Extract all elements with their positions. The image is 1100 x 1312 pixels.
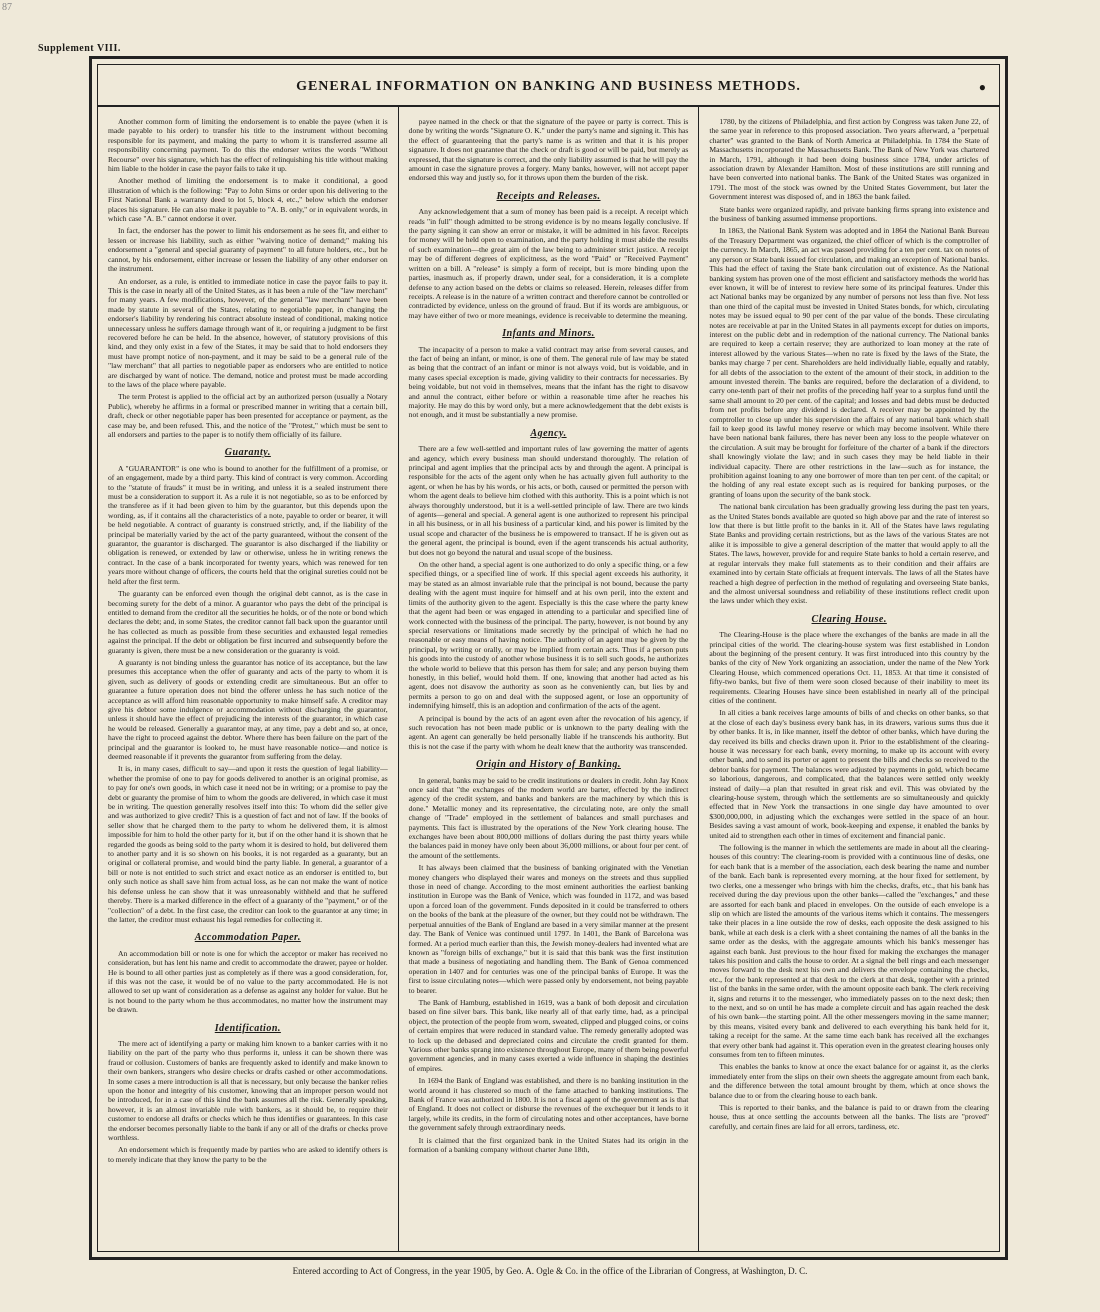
- paragraph: The incapacity of a person to make a valid contract may arise from several causes, and the fact of being an infant, or minor, is one of them. The general rule of law may be stated as being that the contract of an infant or minor is not always void, but is voidable, and in many cases special exception is made, giving validity to their contracts for necessaries. By being voidable, but not void in themselves, means that the infant has the right to disavow and annul the contract, either before or within a reasonable time after he reaches his majority. He may do this by word only, but a mere acknowledgement that the debt exists is not enough, and it must be substantially a new promise.: [408, 344, 689, 420]
- paragraph: In all cities a bank receives large amounts of bills of and checks on other banks, so that at the close of each day's business every bank has, in its drawers, various sums thus due it by other banks. It is, in like manner, itself the debtor of other banks, which have during the day received its bills and checks drawn upon it. Prior to the establishment of the clearing-house it was necessary for each bank, every morning, to make up its account with every other bank, and to send its porter or agent to present the bills and checks so received to the debtor banks for payment. The balances were adjusted by payments in gold, which became so laborious, dangerous, and complicated, that the balances were settled only weekly instead of daily—a plan that resulted in great risk and evil. This was obviated by the clearing-house system, through which the settlements are so simultaneously and quickly effected that in New York the transactions in one single day have amounted to over $300,000,000, in adjusting which the exchanges were settled in the space of an hour. Besides saving a vast amount of work, book-keeping and expense, it enabled the banks by united aid to strengthen each other in times of excitement and financial panic.: [709, 708, 990, 840]
- paragraph: It has always been claimed that the business of banking originated with the Venetian money changers who displayed their wares and moneys on the streets and thus supplied those in need of change. According to the most eminent authorities the earliest banking institution in Europe was the Bank of Venice, which was founded in 1172, and was based upon a forced loan of the government. Funds deposited in it could be transferred to others on the books of the bank at the pleasure of the owner, but they could not be withdrawn. The perpetual annuities of the Bank of England are based in a very similar manner at the present day. The Bank of Venice was continued until 1797. In 1401, the Bank of Barcelona was formed. At a period much earlier than this, the Jewish money-dealers had invented what are known as "foreign bills of exchange," but it is said that this bank was the first institution that made a business of negotiating and handling them. The Bank of Genoa commenced operation in 1407 and for centuries was one of the principal banks of Europe. It was the first to issue circulating notes—which were passed only by endorsement, not being payable to bearer.: [408, 863, 689, 995]
- paragraph: The Clearing-House is the place where the exchanges of the banks are made in all the principal cities of the world. The clearing-house system was first established in London about the beginning of the present century. It was first introduced into this country by the banks of the city of New York organizing an association, under the name of the New York Clearing House, which commenced operations Oct. 11, 1853. At that time it consisted of fifty-two banks, but five of them were soon closed because of their inability to meet its requirements. Clearing Houses have since been established in nearly all of the principal cities of the continent.: [709, 630, 990, 705]
- paragraph: The following is the manner in which the settlements are made in about all the clearing-houses of this country: The clearing-room is provided with a continuous line of desks, one for each bank that is a member of the association, each desk bearing the name and number of the bank. Each bank is represented every morning, at the hour fixed for settlement, by two clerks, one a messenger who brings with him the checks, drafts, etc., that his bank has received during the day previous upon the other banks—called the "exchanges," and these are assorted for each bank and placed in envelopes. On the outside of each envelope is a slip on which are listed the amounts of the various items which it contains. The messengers take their places in a line outside the row of desks, each opposite the desk assigned to his bank, while at each desk is a clerk with a sheet containing the names of all the banks in the same order as the desks, with the aggregate amounts which his bank's messenger has against each bank. Just previous to the hour fixed for making the exchanges the manager takes his position and calls the house to order. At a signal the bell rings and each messenger moves forward to the desk next his own and delivers the envelope containing the checks, etc., for the bank represented at that desk to the clerk at that desk, together with a printed list of the banks in the same order, with the amount opposite each bank. The clerk receiving it, signs and returns it to the messenger, who immediately passes on to the next desk; then to the next, and so on until he has made a complete circuit and has again reached the desk of his own bank—the starting point. All the other messengers moving in the same manner; by this means, visited every bank and delivered to each everything his bank held for it, taking a receipt for the same. At the same time each bank has received all the exchanges that every other bank had against it. This operation even in the greatest clearing houses only consumes from ten to fifteen minutes.: [709, 843, 990, 1059]
- columns: [98, 107, 999, 1251]
- paragraph: payee named in the check or that the signature of the payee or party is correct. This is done by writing the words "Signature O. K." under the party's name and signing it. This has the effect of guaranteeing that the party's name is as written and that it is his proper signature. It does not guarantee that the check or draft is good or will be paid, but merely as expressed, that the signature is correct, and the only liability assumed is that he will pay the amount in case the signature proves a forgery. Many banks, however, will not accept paper endorsed this way and justly so, for it throws upon them the burden of the risk.: [408, 117, 689, 183]
- paragraph: A "GUARANTOR" is one who is bound to another for the fulfillment of a promise, or of an engagement, made by a third party. This kind of contract is very common. According to the "statute of frauds" it must be in writing, and unless it is a sealed instrument there must be a consideration to support it. As a rule it is not negotiable, so as to be enforced by the transferee as if it had been given to him by the guarantor, but this depends upon the wording, as, if it contains all the characteristics of a note, payable to order or bearer, it will be held negotiable. A contract of guaranty is construed strictly, and, if the liability of the principal be materially varied by the act of the party guaranteed, without the consent of the guarantor, the guarantor is discharged. The guarantor is also discharged if the liability or obligation is renewed, or extended by law or otherwise, unless he in writing renews the contract. In the case of a bank incorporated for twenty years, which was renewed for ten years more without change of officers, the courts held that the original sureties could not be held after the first term.: [108, 463, 388, 586]
- paragraph: It is claimed that the first organized bank in the United States had its origin in the formation of a banking company without charter June 18th,: [408, 1135, 689, 1155]
- paragraph: A guaranty is not binding unless the guarantor has notice of its acceptance, but the law presumes this acceptance when the offer of guaranty and acts of the party to whom it is given, such as delivery of goods or extending credit are simultaneous. But an offer to guarantee a future operation does not bind the offerer unless he has such notice of the acceptance as will afford him reasonable opportunity to make himself safe. A creditor may give his debtor some indulgence or accommodation without discharging the guarantor, unless it should have the effect of prejudicing the interests of the guarantor, in which case he would be released. Generally a guarantor may, at any time, pay a debt and so, at once, have the right to proceed against the debtor. Where there has been failure on the part of the principal and the guarantor is looked to, he must have reasonable notice—and notice is deemed reasonable if it prevents the guarantor from suffering from the delay.: [108, 657, 388, 761]
- paragraph: This enables the banks to know at once the exact balance for or against it, as the clerks immediately enter from the slips on their own sheets the aggregate amount from each bank, and the difference between the total amount brought by them, which at once shows the balance due to or from the clearing house to each bank.: [709, 1062, 990, 1100]
- text-column-2: [398, 107, 699, 1251]
- paragraph: An endorsement which is frequently made by parties who are asked to identify others is to merely indicate that they know the party to be the: [108, 1145, 388, 1164]
- text-column-1: [98, 107, 398, 1251]
- paragraph: 1780, by the citizens of Philadelphia, and first action by Congress was taken June 22, of the same year in reference to this proposed association. Two years afterward, a "perpetual charter" was granted to the Bank of North America at Philadelphia. In 1784 the State of Massachusetts incorporated the Massachusetts Bank. The Bank of New York was chartered in March, 1791, although it had been doing business since 1784, under articles of association drawn by Alexander Hamilton. Most of these institutions are still running and have been converted into national banks. The Bank of the United States was organized in 1791. The most of the stock was owned by the United States Government, but later the Government interest was disposed of, and in 1863 the bank failed.: [709, 117, 990, 202]
- section-heading: Accommodation Paper.: [194, 932, 301, 944]
- section-heading: Receipts and Releases.: [496, 190, 601, 202]
- section-heading: Guaranty.: [224, 447, 271, 459]
- paragraph: In fact, the endorser has the power to limit his endorsement as he sees fit, and either to lessen or increase his liability, such as either "waiving notice of demand;" making his endorsement a "general and special guaranty of payment" to all future holders, etc., but he cannot, by his endorsement, either increase or lessen the liability of any other endorser on the instrument.: [108, 226, 388, 274]
- paragraph: Another method of limiting the endorsement is to make it conditional, a good illustration of which is the following: "Pay to John Sims or order upon his delivering to the First National Bank a warranty deed to lot 5, block 4, etc.," below which the endorser places his signature. He can also make it payable to "A. B. only," or in equivalent words, in which case "A. B." cannot endorse it over.: [108, 176, 388, 224]
- paragraph: In 1863, the National Bank System was adopted and in 1864 the National Bank Bureau of the Treasury Department was organized, the chief officer of which is the comptroller of the currency. In March, 1865, an act was passed providing for a ten per cent. tax on notes of any person or State bank issued for circulation, and making an exception of National banks. This had the effect of taxing the State bank circulation out of existence. As the National banking system has proven one of the most efficient and satisfactory methods the world has ever known, it will be of interest to review here some of its principal features. Under this act National banks may be organized by any number of persons not less than five. Not less than one third of the capital must be invested in United States bonds, for which, circulating notes may be issued equal to 90 per cent of the par value of the bonds. These circulating notes are receivable at par in the United States in all payments except for duties on imports, interest on the public debt and in redemption of the national currency. The National banks are required to keep a certain reserve; they are authorized to loan money at the rate of interest allowed by the various States—when no rate is fixed by the laws of the State, the banks may charge 7 per cent. Shareholders are held individually liable, equally and ratably, for all debts of the association to the extent of the amount of their stock, in addition to the amount invested therein. The banks are required, before the declaration of a dividend, to carry one-tenth part of their net profits of the preceding half year to a surplus fund until the same shall amount to 20 per cent. of the capital; and losses and bad debts must be deducted from net profits before any dividend is declared. A receiver may be appointed by the comptroller to close up under his supervision the affairs of any national bank which shall fail to keep good its lawful money reserve or which may become insolvent. While there have been national bank failures, there has never been any loss to the people whatever on the circulation. A suit may be brought for forfeiture of the charter of a bank if the directors shall knowingly violate the law; and in such cases they may be held liable in their individual capacity. There are other restrictions in the law—such as for instance, the prohibition against loaning to any one borrower of more than ten per cent. of the capital; or the holding of any real estate except such as is required for banking purposes, or the granting of loans upon the security of the bank stock.: [709, 226, 990, 499]
- paragraph: Another common form of limiting the endorsement is to enable the payee (when it is made payable to his order) to transfer his title to the instrument without becoming responsible for its payment, and making the party to whom it is transferred assume all responsibility concerning payment. To do this the endorser writes the words "Without Recourse" over his signature, which has the effect of relinquishing his title without making him liable to the holder in case the payor fails to take it up.: [108, 117, 388, 174]
- paragraph: On the other hand, a special agent is one authorized to do only a specific thing, or a few specified things, or a specified line of work. If this special agent exceeds his authority, it may be stated as an almost invariable rule that the principal is not bound, because the party dealing with the agent must inquire for himself and at his own peril, into the extent and limits of the authority given to the agent. Especially is this the case where the party knew that the agent had been or was engaged in attending to a particular and specified line of work connected with the business of the principal. The party, however, is not bound by any special reservations or limitations made secretly by the principal of which he had no reasonable or easy means of having notice. The authority of an agent may be given by the principal, by writing or orally, or may be implied from certain acts. Thus if a person puts his goods into the custody of another whose business it is to sell such goods, he authorizes the whole world to believe that this person has them for sale; and any person buying them honestly, in this belief, would hold them. If one, knowing that another had acted as his agent, does not disavow the authority as soon as he conveniently can, but lies by and permits a person to go on and deal with the supposed agent, or lose an opportunity of indemnifying himself, this is an adoption and confirmation of the acts of the agent.: [408, 560, 689, 711]
- paragraph: In 1694 the Bank of England was established, and there is no banking institution in the world around it has clustered so much of the fame attached to banking institutions. The Bank of France was authorized in 1800. It is not a fiscal agent of the government as is that of England. It does not collect or disburse the revenues of the exchequer but it lends to it largely, while its credits, in the form of circulating notes and other acceptances, have borne the government safely through extraordinary needs.: [408, 1076, 689, 1133]
- paragraph: It is, in many cases, difficult to say—and upon it rests the question of legal liability—whether the promise of one to pay for goods delivered to another is an original promise, as to pay for one's own goods, in which case it need not be in writing; or a promise to pay the debt or guaranty the promise of him to whom the goods are delivered, in which case it must be in writing. The question generally resolves itself into this: To whom did the seller give and was authorized to give credit? This is a question of fact and not of law. If the books of seller show that he charged them to the party to whom he delivered them, it is almost impossible for him to hold the other party for it, but if on the other hand it is shown that he regarded the goods as being sold to the party whom it is desired to hold, but delivered them to another party and it is so shown on his books, it is not regarded as a guaranty, but an original or collateral promise, and would bind the party liable. In general, a guarantor of a bill or note is not entitled to such strict and exact notice as an endorser is entitled to, but only such notice as shall save him from actual loss, as he can not make the want of notice his defense unless he can show that it was unreasonably withheld and that he suffered thereby. There is a marked difference in the effect of a guaranty of the "payment," or of the "collection" of a debt. In the first case, the creditor can look to the guarantor at any time; in the latter, the creditor must exhaust his legal remedies for collecting it.: [108, 764, 388, 924]
- section-heading: Agency.: [530, 427, 567, 439]
- paragraph: An accommodation bill or note is one for which the acceptor or maker has received no consideration, but has lent his name and credit to accommodate the drawer, payee or holder. He is bound to all other parties just as completely as if there was a good consideration, for, if this was not the case, it would be of no value to the party accommodated. He is not allowed to set up want of consideration as a defense as against any holder for value. But he is not bound to the party whom he thus accommodates, no matter how the instrument may be drawn.: [108, 948, 388, 1015]
- supplement-label: Supplement VIII.: [38, 43, 121, 54]
- paragraph: The national bank circulation has been gradually growing less during the past ten years, as the United States bonds available are quoted so high above par and the rate of interest so low that there is but little profit to the banks in it. All of the States have laws regulating State Banks and providing certain restrictions, but as the laws of the various States are not alike it is impossible to give a general description of the matter that would apply to all the States. The laws, however, provide for and require State banks to hold a certain reserve, and at regular intervals they make full statements as to their condition and their affairs are examined into by certain State officials at frequent intervals. The laws of all the States have reached a high degree of perfection in the method of regulating and overseeing State banks, and the almost universal soundness and reliability of these institutions reflect credit upon the laws under which they exist.: [709, 502, 990, 606]
- paragraph: There are a few well-settled and important rules of law governing the matter of agents and agency, which every business man should understand thoroughly. The relation of principal and agent implies that the principal acts by and through the agent. A principal is responsible for the acts of the agent only when he has actually given full authority to the agent, or when he has by his words, or his acts, or both, caused or permitted the person with whom the agent deals to believe him clothed with this authority. This is a point which is not always thoroughly understood, but it is a well-settled principle of law. There are two kinds of agents—general and special. A general agent is one authorized to represent his principal in all his business, or in all his business of a particular kind, and his power is limited by the usual scope and character of the business he is empowered to transact. If he is given out as the general agent, the principal is bound, even if the agent transcends his actual authority, but does not go beyond the natural and usual scope of the business.: [408, 444, 689, 557]
- section-heading: Clearing House.: [811, 613, 887, 625]
- paragraph: The term Protest is applied to the official act by an authorized person (usually a Notary Public), whereby he affirms in a formal or prescribed manner in writing that a certain bill, draft, check or other negotiable paper has been presented for acceptance or payment, as the case may be, and been refused. This, and the notice of the "Protest," which must be sent to all endorsers and parties to the paper is to notify them officially of its failure.: [108, 392, 388, 439]
- paragraph: A principal is bound by the acts of an agent even after the revocation of his agency, if such revocation has not been made public or is unknown to the party dealing with the agent. An agent can generally be held personally liable if he transcends his authority. But this is not the case if the party with whom he dealt knew that the authority was transcended.: [408, 713, 689, 751]
- page-header: [98, 65, 999, 107]
- corner-mark: 87: [2, 2, 12, 13]
- section-heading: Identification.: [214, 1022, 281, 1034]
- inner-frame: [97, 64, 1000, 1252]
- paragraph: The Bank of Hamburg, established in 1619, was a bank of both deposit and circulation based on fine silver bars. This bank, like nearly all of that early time, had, as a principal object, the protection of the people from worn, sweated, clipped and plugged coins, or coins of certain empires that were reduced in standard value. The remedy generally adopted was to lock up the debased and depreciated coins and circulate the credit granted for them. Various other banks sprang into existence throughout Europe, many of them being powerful government agencies, and in many cases exerted a wide influence in shaping the destinies of empires.: [408, 997, 689, 1073]
- paragraph: Any acknowledgement that a sum of money has been paid is a receipt. A receipt which reads "in full" though admitted to be strong evidence is by no means legally conclusive. If the party signing it can show an error or mistake, it will be admitted in his favor. Receipts for money will be held open to examination, and the party holding it must abide the results of such examination—the great aim of the law being to administer strict justice. A receipt may be of different degrees of explicitness, as the word "Paid" or "Received Payment" written on a bill. A "release" is simply a form of receipt, but is more binding upon the parties, inasmuch as, if properly drawn, under seal, for a consideration, it is a complete defense to any action based on the debts or claims so released. Herein, releases differ from receipts. A release is in the nature of a written contract and therefore cannot be controlled or contradicted by evidence, unless on the ground of fraud. But if its words are ambiguous, or may have either of two or more meanings, evidence is receivable to determine the meaning.: [408, 207, 689, 320]
- paragraph: The guaranty can be enforced even though the original debt cannot, as is the case in becoming surety for the debt of a minor. A guarantor who pays the debt of the principal is entitled to demand from the creditor all the securities he holds, or of the note or bond which declares the debt; and, in some States, the creditor cannot fall back upon the guarantor until he has collected as much as possible from these securities and exhausted legal remedies against the principal. If the debt or obligation be first incurred and subsequently before the guaranty is given, there must be a new consideration or the guaranty is void.: [108, 589, 388, 655]
- paragraph: This is reported to their banks, and the balance is paid to or drawn from the clearing house, thus at once settling the accounts between all the banks. The lists are "proved" carefully, and certain fines are laid for all errors, tardiness, etc.: [709, 1103, 990, 1131]
- copyright-footer: Entered according to Act of Congress, in the year 1905, by Geo. A. Ogle & Co. in the office of the Librarian of Congress, at Washington, D. C.: [292, 1266, 808, 1276]
- page-frame: [89, 56, 1008, 1260]
- page-title: GENERAL INFORMATION ON BANKING AND BUSINESS METHODS.: [296, 79, 801, 94]
- paragraph: An endorser, as a rule, is entitled to immediate notice in case the payor fails to pay it. This is the case in nearly all of the United States, as it has been a rule of the "law merchant" for many years. A few modifications, however, of the general "law merchant" have been made by statute in several of the States, relating to negotiable paper, in changing the endorser's liability by rendering his contract absolute instead of conditional, making notice unnecessary unless he suffers damage through want of it, or requiring a judgment to be first recovered before he can be held. In the absence, however, of statutory provisions of this kind, and they only exist in a few of the States, it may be said that to hold endorsers they must have prompt notice of non-payment, and it may be said to be a general rule of the "law merchant" that all parties to negotiable paper as endorsers who are entitled to notice are discharged by want of notice. The demand, notice and protest must be made according to the laws of the place where payable.: [108, 276, 388, 389]
- text-column-3: [698, 107, 999, 1251]
- section-heading: Infants and Minors.: [502, 328, 595, 340]
- bullet-icon: ●: [978, 80, 987, 94]
- paragraph: The mere act of identifying a party or making him known to a banker carries with it no liability on the part of the party who thus performs it, unless it can be shown there was fraud or collusion. Customers of banks are frequently asked to identify and make known to their own bankers, strangers who desire checks or drafts cashed or other accommodations. In some cases a mere introduction is all that is necessary, but only because the banker relies upon the honor and integrity of his customer, knowing that an improper person would not be introduced, for in a case of this kind the bank assumes all the risk. Generally speaking, however, it is an almost invariable rule with bankers, as it should be, to require their customer to endorse all drafts or checks which he thus identifies or guarantees. In this case the endorser becomes personally liable to the bank if any or all of the drafts or checks prove worthless.: [108, 1038, 388, 1143]
- paragraph: State banks were organized rapidly, and private banking firms sprang into existence and the business of banking assumed immense proportions.: [709, 204, 990, 224]
- section-heading: Origin and History of Banking.: [476, 759, 621, 771]
- paragraph: In general, banks may be said to be credit institutions or dealers in credit. John Jay Knox once said that "the exchanges of the modern world are barter, effected by the indirect agency of the credit system, and banks and bankers are the machinery by which this is done." Metallic money and its representative, the circulating note, are only the small change of "Trade" employed in the settlement of balances and small purchases and payments. This fact is illustrated by the operations of the New York clearing house. The exchanges have been about 800,000 millions of dollars during the past thirty years while the balances paid in money have only been about 36,000 millions, or about four per cent. of the amount of the settlements.: [408, 775, 689, 860]
